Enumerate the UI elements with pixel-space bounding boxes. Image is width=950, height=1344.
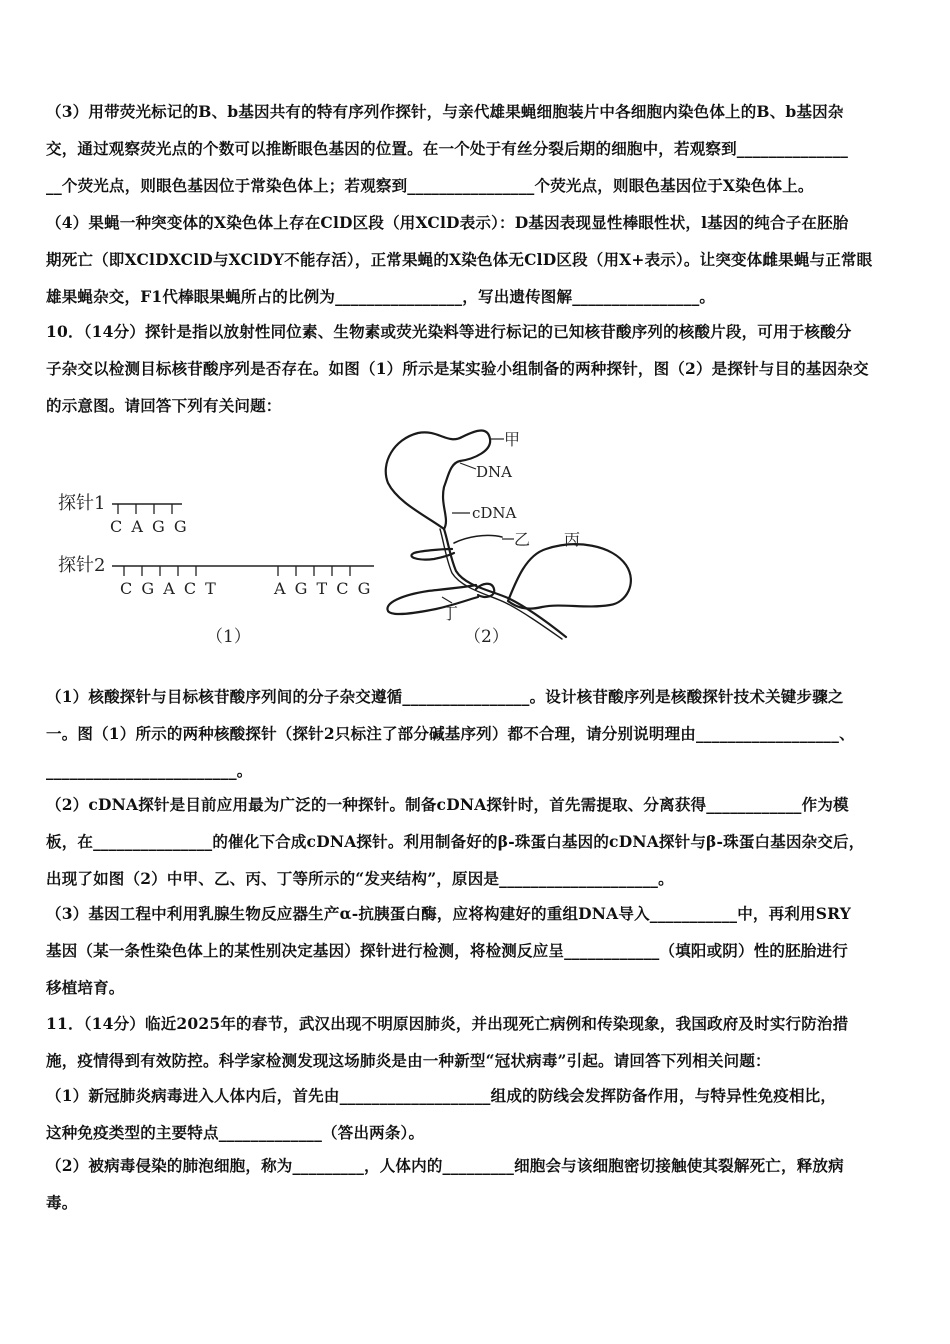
figure1-caption: （1） [206,627,251,647]
probe2-label: 探针2 [58,555,106,576]
text-line: 的示意图。请回答下列有关问题： [46,396,282,415]
text-line: 板，在_______________的催化下合成cDNA探针。利用制备好的β-珠蛋白基因的cDNA探针与β-珠蛋白基因杂交后， [46,832,865,851]
q10-part1 [46,678,904,789]
q11-part1 [46,1077,904,1151]
q10-stem [46,313,904,424]
probe2-sequence-left: C G A C T [120,579,218,598]
hybrid-diagram [386,431,631,640]
label-yi: 乙 [514,530,531,549]
text-line: 交，通过观察荧光点的个数可以推断眼色基因的位置。在一个处于有丝分裂后期的细胞中，若观察到______________ [46,139,849,158]
text-line: 出现了如图（2）中甲、乙、丙、丁等所示的“发夹结构”，原因是____________________。 [46,869,674,888]
text-line: 10．（14分）探针是指以放射性同位素、生物素或荧光染料等进行标记的已知核苷酸序列的核酸片段，可用于核酸分 [46,322,852,341]
q9-part3 [46,93,904,204]
q11-part2 [46,1147,904,1221]
loop-bing [508,544,631,608]
text-line: （4）果蝇一种突变体的X染色体上存在ClD区段（用XClD表示）：D基因表现显性棒眼性状，l基因的纯合子在胚胎 [46,213,849,232]
text-line: （2）cDNA探针是目前应用最为广泛的一种探针。制备cDNA探针时，首先需提取、分离获得____________作为模 [46,795,849,814]
text-line: 雄果蝇杂交，F1代棒眼果蝇所占的比例为________________，写出遗传图解________________。 [46,287,716,306]
text-line: 11．（14分）临近2025年的春节，武汉出现不明原因肺炎，并出现死亡病例和传染现象，我国政府及时实行防治措 [46,1014,849,1033]
yi-strand [454,535,502,543]
text-line: 这种免疫类型的主要特点_____________（答出两条）。 [46,1123,425,1142]
text-line: （1）新冠肺炎病毒进入人体内后，首先由___________________组成的防线会发挥防备作用，与特异性免疫相比， [46,1086,837,1105]
text-line: 一。图（1）所示的两种核酸探针（探针2只标注了部分碱基序列）都不合理，请分别说明理由__________________、 [46,724,855,743]
text-line: （2）被病毒侵染的肺泡细胞，称为_________，人体内的_________细胞会与该细胞密切接触使其裂解死亡，释放病 [46,1156,844,1175]
text-line: 移植培育。 [46,978,125,997]
label-jia: 甲 [504,430,521,449]
text-line: 基因（某一条性染色体上的某性别决定基因）探针进行检测，将检测反应呈____________（填阳或阴）性的胚胎进行 [46,941,848,960]
probe1-sequence: C A G G [110,517,189,536]
probe2-ticks [124,566,350,576]
probe-figure [46,425,636,665]
text-line: 子杂交以检测目标核苷酸序列是否存在。如图（1）所示是某实验小组制备的两种探针，图（2）是探针与目的基因杂交 [46,359,869,378]
label-bing: 丙 [564,530,581,549]
q11-stem [46,1005,904,1079]
text-line: 施，疫情得到有效防控。科学家检测发现这场肺炎是由一种新型“冠状病毒”引起。请回答下列相关问题： [46,1051,771,1070]
label-cdna: cDNA [472,504,517,522]
probe1-label: 探针1 [58,493,106,514]
text-line: （1）核酸探针与目标核苷酸序列间的分子杂交遵循________________。设计核苷酸序列是核酸探针技术关键步骤之 [46,687,844,706]
text-line: （3）用带荧光标记的B、b基因共有的特有序列作探针，与亲代雄果蝇细胞装片中各细胞内染色体上的B、b基因杂 [46,102,844,121]
figure2-caption: （2） [464,627,509,647]
cdna-strand [440,529,562,639]
probe1-ticks [118,504,172,514]
text-line: 毒。 [46,1193,78,1212]
text-line: （3）基因工程中利用乳腺生物反应器生产α-抗胰蛋白酶，应将构建好的重组DNA导入___________中，再利用SRY [46,904,851,923]
q10-part3 [46,895,904,1006]
probe2-sequence-right: A G T C G [274,579,373,598]
text-line: __个荧光点，则眼色基因位于常染色体上；若观察到________________个荧光点，则眼色基因位于X染色体上。 [46,176,814,195]
q9-part4 [46,204,904,315]
loop-ding [387,585,478,614]
q10-part2 [46,786,904,897]
label-dna: DNA [476,463,512,481]
text-line: ________________________。 [46,761,253,780]
text-line: 期死亡（即XClDXClD与XClDY不能存活），正常果蝇的X染色体无ClD区段（用X+表示）。让突变体雌果蝇与正常眼 [46,250,873,269]
label-ding: 丁 [442,604,459,623]
